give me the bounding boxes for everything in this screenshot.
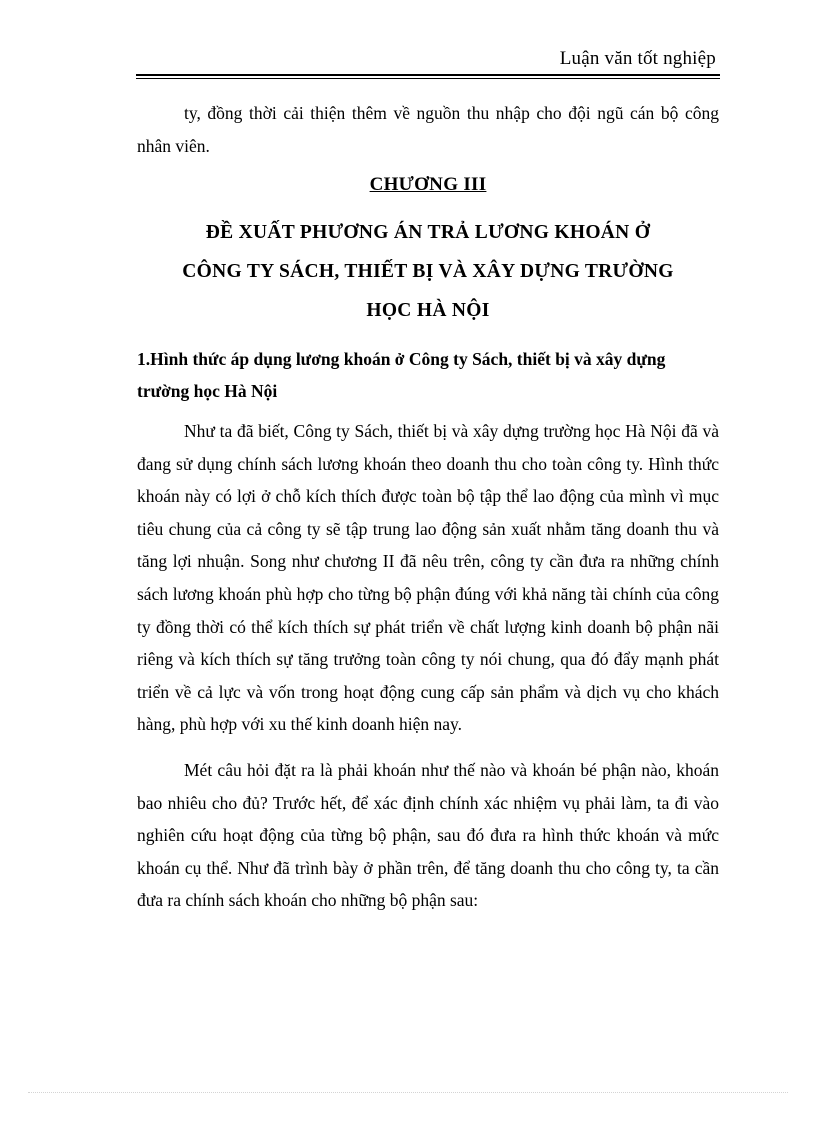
header-rule-thin xyxy=(136,78,720,79)
chapter-title-line-1: ĐỀ XUẤT PHƯƠNG ÁN TRẢ LƯƠNG KHOÁN Ở xyxy=(205,222,651,243)
header-rule-thick xyxy=(136,74,720,76)
footer-dotted-line xyxy=(28,1092,788,1093)
chapter-title xyxy=(137,213,719,330)
body-paragraph-1: Như ta đã biết, Công ty Sách, thiết bị và xây dựng trường học Hà Nội đã và đang sử dụng chính sách lương khoán theo doanh thu cho toàn công ty. Hình thức khoán này có lợi ở chỗ kích thích được toàn bộ tập thể lao động của mình vì mục tiêu chung của cả công ty sẽ tập trung lao động sản xuất nhằm tăng doanh thu và tăng lợi nhuận. Song như chương II đã nêu trên, công ty cần đưa ra những chính sách lương khoán phù hợp cho từng bộ phận đúng với khả năng tài chính của công ty đồng thời có thể kích thích sự phát triển về chất lượng kinh doanh bộ phận nãi riêng và kích thích sự tăng trưởng toàn công ty nói chung, qua đó đẩy mạnh phát triển về cả lực và vốn trong hoạt động cung cấp sản phẩm và dịch vụ cho khách hàng, phù hợp với xu thế kinh doanh hiện nay. xyxy=(137,421,719,735)
section-heading: 1.Hình thức áp dụng lương khoán ở Công ty Sách, thiết bị và xây dựng trường học Hà Nội xyxy=(137,349,666,401)
header-title: Luận văn tốt nghiệp xyxy=(559,48,716,69)
chapter-title-line-2: CÔNG TY SÁCH, THIẾT BỊ VÀ XÂY DỰNG TRƯỜNG xyxy=(182,261,674,282)
body-paragraph-2: Mét câu hỏi đặt ra là phải khoán như thế nào và khoán bé phận nào, khoán bao nhiêu cho đủ? Trước hết, để xác định chính xác nhiệm vụ phải làm, ta đi vào nghiên cứu hoạt động của từng bộ phận, sau đó đưa ra hình thức khoán và mức khoán cụ thể. Như đã trình bày ở phần trên, để tăng doanh thu cho công ty, ta cần đưa ra chính sách khoán cho những bộ phận sau: xyxy=(137,760,719,911)
chapter-label: CHƯƠNG III xyxy=(369,174,487,195)
intro-paragraph: ty, đồng thời cải thiện thêm về nguồn thu nhập cho đội ngũ cán bộ công nhân viên. xyxy=(137,103,719,156)
chapter-title-line-3: HỌC HÀ NỘI xyxy=(366,300,490,321)
